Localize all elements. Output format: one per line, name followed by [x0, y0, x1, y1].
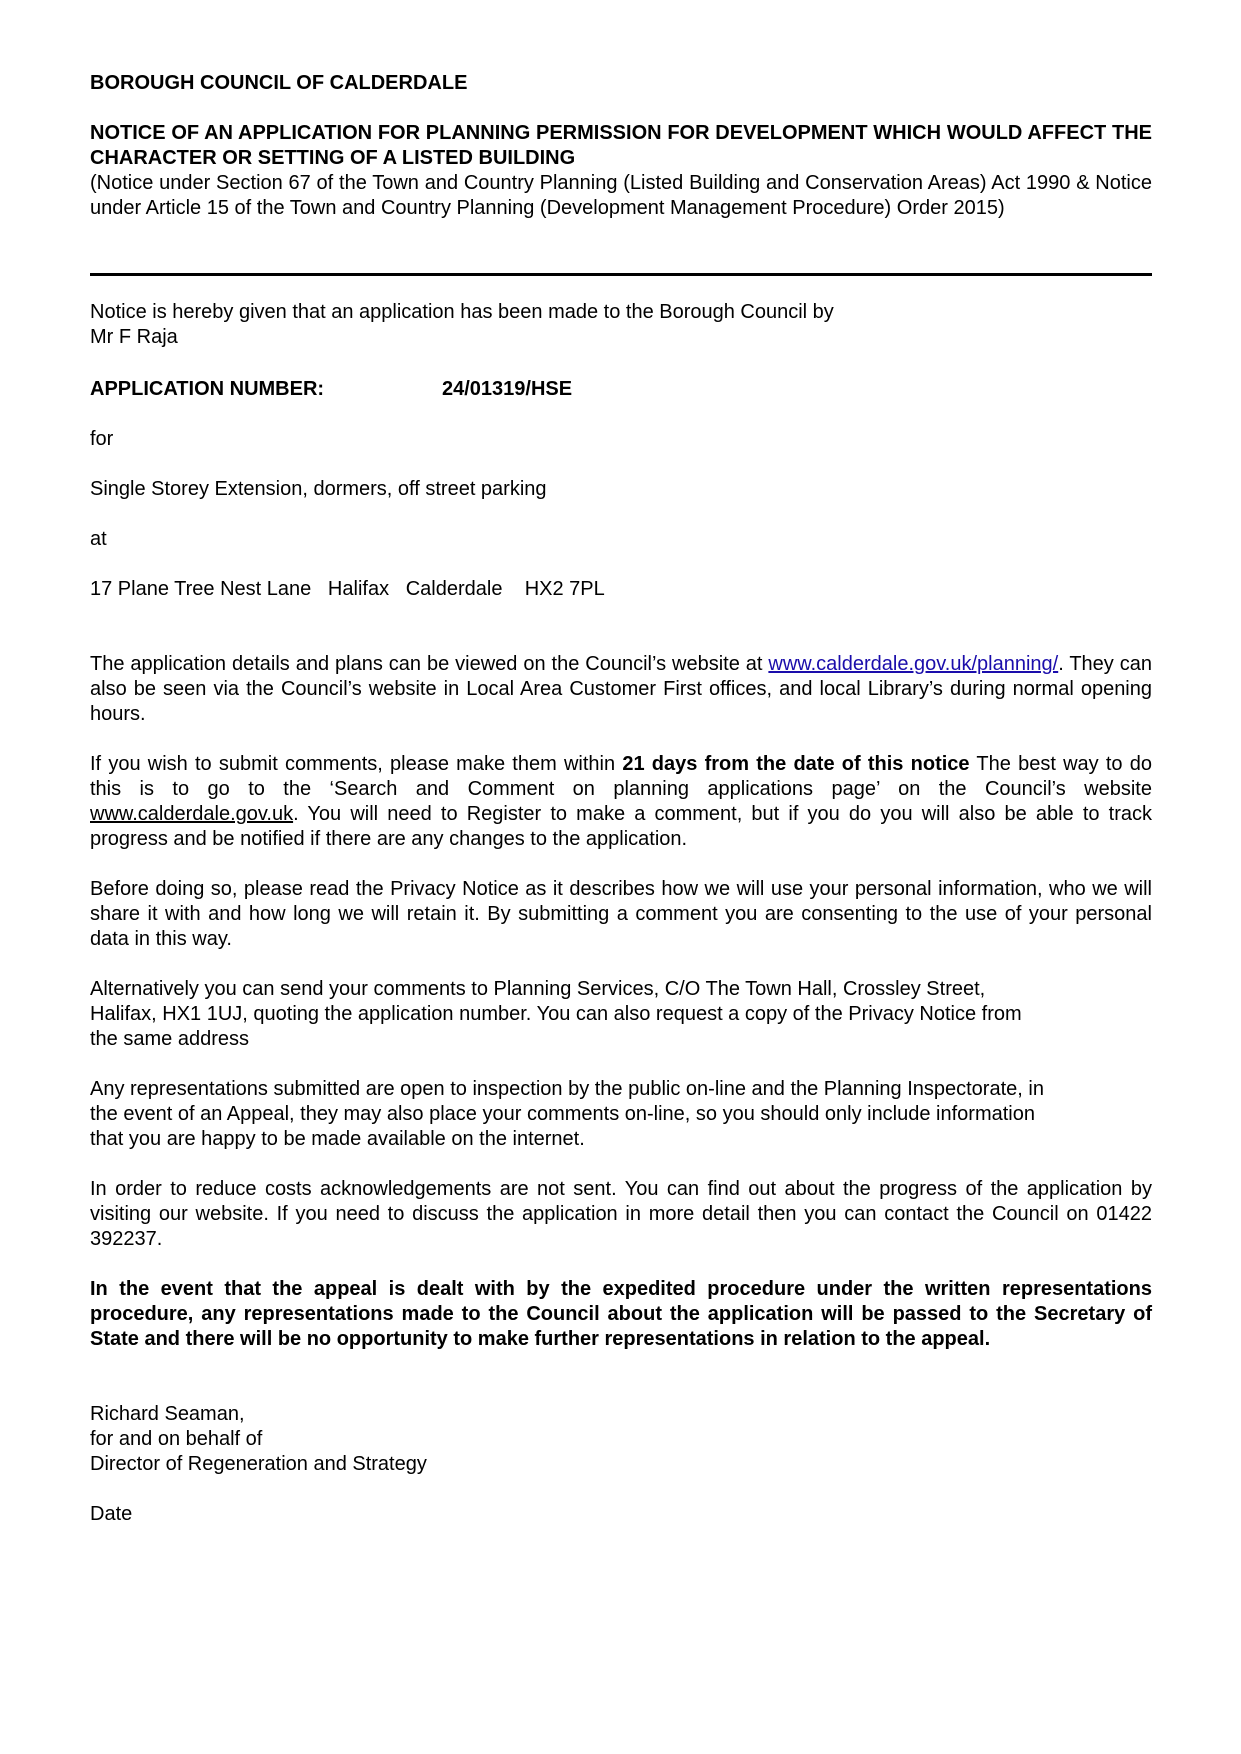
council-website-link[interactable]: www.calderdale.gov.uk	[90, 803, 294, 825]
comments-text: If you wish to submit comments, please make them within	[90, 753, 623, 775]
privacy-paragraph: Before doing so, please read the Privacy Notice as it describes how we will use your personal information, who we will share it with and how long we will retain it. By submitting a comment you are consenting to the use of your personal data in this way.	[90, 878, 1152, 950]
application-number-row	[90, 377, 1152, 402]
application-intro: Notice is hereby given that an application has been made to the Borough Council by	[90, 301, 834, 323]
comments-text-continued: The best way to do this is to go to the ‘Search and Comment on planning applications page’ on the Council’s website	[90, 753, 1153, 800]
signatory-behalf: for and on behalf of	[90, 1428, 263, 1450]
comments-paragraph	[90, 752, 1152, 852]
alternative-paragraph	[90, 977, 1152, 1052]
divider-rule	[90, 273, 1152, 276]
applicant-name: Mr F Raja	[90, 326, 178, 348]
proposal-description: Single Storey Extension, dormers, off street parking	[90, 478, 547, 500]
for-label: for	[90, 428, 114, 450]
notice-title: NOTICE OF AN APPLICATION FOR PLANNING PERMISSION FOR DEVELOPMENT WHICH WOULD AFFECT THE CHARACTER OR SETTING OF A LISTED BUILDING	[90, 122, 1152, 169]
site-address: 17 Plane Tree Nest Lane Halifax Calderdale HX2 7PL	[90, 578, 605, 600]
representations-line: the event of an Appeal, they may also place your comments on-line, so you should only include information	[90, 1103, 1035, 1125]
acknowledgement-paragraph: In order to reduce costs acknowledgements are not sent. You can find out about the progress of the application by visiting our website. If you need to discuss the application in more detail then you can contact the Council on 01422 392237.	[90, 1178, 1152, 1250]
view-text: The application details and plans can be viewed on the Council’s website at	[90, 653, 769, 675]
representations-paragraph	[90, 1077, 1152, 1152]
date-label: Date	[90, 1503, 133, 1525]
comments-text-end: . You will need to Register to make a comment, but if you do you will also be able to track progress and be notified if there are any changes to the application.	[90, 803, 1152, 850]
alternative-line: Halifax, HX1 1UJ, quoting the application number. You can also request a copy of the Privacy Notice from	[90, 1003, 1022, 1025]
view-text-continued: . They can also be seen via the Council’s website in Local Area Customer First offices, and local Library’s during normal opening hours.	[90, 653, 1152, 725]
notice-subtitle: (Notice under Section 67 of the Town and Country Planning (Listed Building and Conservation Areas) Act 1990 & Notice under Article 15 of the Town and Country Planning (Development Management Procedure) Order 2015)	[90, 172, 1152, 219]
council-name: BOROUGH COUNCIL OF CALDERDALE	[90, 72, 468, 94]
application-number-label: APPLICATION NUMBER:	[90, 378, 325, 400]
representations-line: that you are happy to be made available on the internet.	[90, 1128, 585, 1150]
comments-deadline: 21 days from the date of this notice	[622, 753, 970, 775]
view-paragraph	[90, 652, 1152, 727]
signatory-role: Director of Regeneration and Strategy	[90, 1453, 427, 1475]
at-label: at	[90, 528, 107, 550]
planning-website-link[interactable]: www.calderdale.gov.uk/planning/	[768, 653, 1059, 675]
signatory-name: Richard Seaman,	[90, 1403, 245, 1425]
signature-block	[90, 1402, 1152, 1477]
alternative-line: the same address	[90, 1028, 249, 1050]
application-number: 24/01319/HSE	[442, 378, 573, 400]
appeal-paragraph: In the event that the appeal is dealt with by the expedited procedure under the written representations procedure, any representations made to the Council about the application will be passed to the Secretary of State and there will be no opportunity to make further representations in relation to the appeal.	[90, 1278, 1152, 1350]
representations-line: Any representations submitted are open to inspection by the public on-line and the Planning Inspectorate, in	[90, 1078, 1044, 1100]
alternative-line: Alternatively you can send your comments to Planning Services, C/O The Town Hall, Crossley Street,	[90, 978, 986, 1000]
